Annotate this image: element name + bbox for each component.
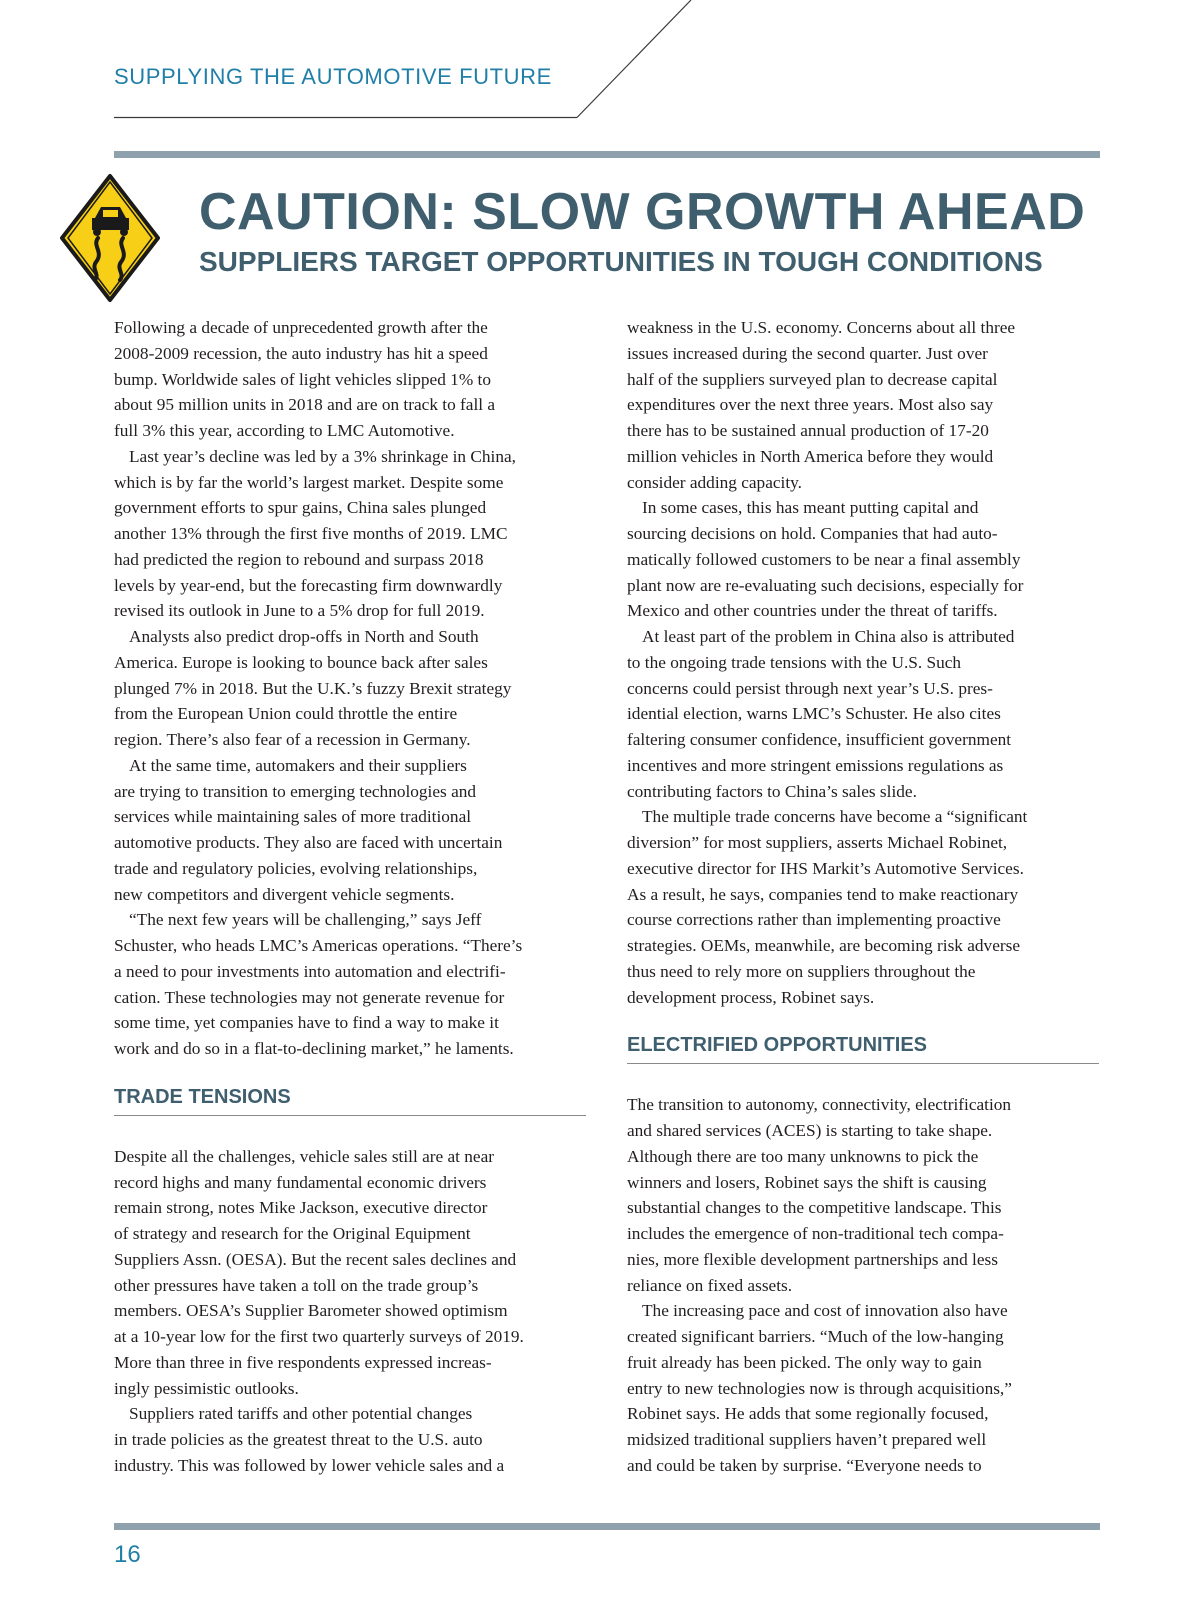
text-line: which is by far the world’s largest market. Despite some — [114, 472, 504, 492]
text-line: bump. Worldwide sales of light vehicles slipped 1% to — [114, 369, 491, 389]
body-paragraph — [114, 907, 590, 1062]
text-line: executive director for IHS Markit’s Automotive Services. — [627, 858, 1024, 878]
text-line: remain strong, notes Mike Jackson, executive director — [114, 1198, 488, 1218]
text-line: contributing factors to China’s sales slide. — [627, 781, 917, 801]
text-line: strategies. OEMs, meanwhile, are becoming risk adverse — [627, 936, 1021, 955]
text-line: plunged 7% in 2018. But the U.K.’s fuzzy Brexit strategy — [114, 678, 512, 698]
text-line: consider adding capacity. — [627, 472, 802, 492]
body-paragraph — [627, 804, 1103, 1010]
text-line: As a result, he says, companies tend to make reactionary — [627, 884, 1019, 904]
text-line: a need to pour investments into automation and electrifi- — [114, 961, 506, 981]
section-heading-trade-tensions: TRADE TENSIONS — [114, 1086, 586, 1116]
text-line: At least part of the problem in China also is attributed — [642, 627, 1015, 646]
body-paragraph — [627, 315, 1103, 495]
text-line: issues increased during the second quarter. Just over — [627, 343, 988, 363]
text-line: Suppliers Assn. (OESA). But the recent sales declines and — [114, 1249, 517, 1269]
page-number: 16 — [114, 1541, 141, 1568]
text-line: The multiple trade concerns have become a “significant — [642, 807, 1028, 827]
text-line: nies, more flexible development partnerships and less — [627, 1249, 998, 1269]
text-line: million vehicles in North America before they would — [627, 446, 994, 466]
text-line: At the same time, automakers and their suppliers — [129, 755, 467, 775]
text-line: members. OESA’s Supplier Barometer showed optimism — [114, 1301, 508, 1321]
text-line: services while maintaining sales of more traditional — [114, 807, 472, 827]
text-line: record highs and many fundamental economic drivers — [114, 1172, 487, 1192]
section-kicker: SUPPLYING THE AUTOMOTIVE FUTURE — [114, 64, 552, 89]
text-line: had predicted the region to rebound and surpass 2018 — [114, 549, 484, 569]
text-line: expenditures over the next three years. Most also say — [627, 395, 994, 415]
body-paragraph — [627, 1092, 1103, 1298]
text-line: work and do so in a flat-to-declining market,” he laments. — [114, 1039, 514, 1058]
text-line: other pressures have taken a toll on the trade group’s — [114, 1275, 479, 1295]
text-line: automotive products. They also are faced with uncertain — [114, 833, 503, 852]
text-line: ingly pessimistic outlooks. — [114, 1378, 299, 1398]
text-line: region. There’s also fear of a recession in Germany. — [114, 730, 471, 749]
body-paragraph — [627, 495, 1103, 624]
slippery-road-caution-sign-icon — [58, 172, 162, 304]
body-paragraph — [114, 444, 590, 624]
text-line: created significant barriers. “Much of the low-hanging — [627, 1327, 1004, 1346]
text-line: America. Europe is looking to bounce back after sales — [114, 652, 488, 672]
text-line: weakness in the U.S. economy. Concerns about all three — [627, 318, 1016, 337]
text-line: Last year’s decline was led by a 3% shrinkage in China, — [129, 446, 516, 466]
text-line: in trade policies as the greatest threat to the U.S. auto — [114, 1430, 483, 1449]
text-line: substantial changes to the competitive landscape. This — [627, 1198, 1002, 1218]
text-line: at a 10-year low for the first two quarterly surveys of 2019. — [114, 1327, 524, 1346]
text-line: faltering consumer confidence, insufficient government — [627, 730, 1012, 749]
left-intro-paragraphs — [114, 315, 590, 1062]
text-line: and could be taken by surprise. “Everyone needs to — [627, 1455, 982, 1475]
right-continued-paragraphs — [627, 315, 1103, 1010]
text-line: and shared services (ACES) is starting to take shape. — [627, 1121, 993, 1140]
text-line: “The next few years will be challenging,” says Jeff — [129, 910, 482, 930]
bottom-rule — [114, 1523, 1100, 1530]
text-line: levels by year-end, but the forecasting firm downwardly — [114, 575, 503, 595]
text-line: Schuster, who heads LMC’s Americas operations. “There’s — [114, 936, 523, 955]
text-line: from the European Union could throttle the entire — [114, 704, 458, 724]
text-line: includes the emergence of non-traditional tech compa- — [627, 1224, 1004, 1243]
text-line: to the ongoing trade tensions with the U.S. Such — [627, 652, 962, 672]
text-line: trade and regulatory policies, evolving relationships, — [114, 858, 478, 878]
text-line: development process, Robinet says. — [627, 987, 875, 1007]
text-line: sourcing decisions on hold. Companies that had auto- — [627, 524, 998, 543]
text-line: Mexico and other countries under the threat of tariffs. — [627, 601, 998, 621]
body-paragraph — [627, 624, 1103, 804]
left-column — [114, 315, 590, 1479]
text-line: matically followed customers to be near a final assembly — [627, 549, 1021, 569]
text-line: The increasing pace and cost of innovation also have — [642, 1301, 1008, 1321]
text-line: The transition to autonomy, connectivity, electrification — [627, 1095, 1012, 1115]
text-line: entry to new technologies now is through acquisitions,” — [627, 1378, 1012, 1398]
text-line: of strategy and research for the Original Equipment — [114, 1224, 471, 1243]
section-heading-electrified-opportunities: ELECTRIFIED OPPORTUNITIES — [627, 1034, 1099, 1064]
body-paragraph — [114, 1144, 590, 1402]
body-paragraph — [114, 315, 590, 444]
text-line: Suppliers rated tariffs and other potential changes — [129, 1404, 473, 1424]
text-line: Despite all the challenges, vehicle sales still are at near — [114, 1146, 495, 1166]
text-line: plant now are re-evaluating such decisions, especially for — [627, 575, 1024, 595]
text-line: industry. This was followed by lower vehicle sales and a — [114, 1455, 505, 1475]
text-line: government efforts to spur gains, China sales plunged — [114, 498, 487, 518]
body-paragraph — [627, 1298, 1103, 1478]
text-line: full 3% this year, according to LMC Automotive. — [114, 421, 455, 440]
text-line: another 13% through the first five months of 2019. LMC — [114, 524, 508, 543]
text-line: Following a decade of unprecedented growth after the — [114, 318, 488, 337]
body-paragraph — [114, 624, 590, 753]
text-line: there has to be sustained annual production of 17-20 — [627, 421, 989, 440]
text-line: winners and losers, Robinet says the shift is causing — [627, 1172, 987, 1192]
text-line: idential election, warns LMC’s Schuster. He also cites — [627, 704, 1001, 724]
text-line: More than three in five respondents expressed increas- — [114, 1352, 492, 1372]
text-line: fruit already has been picked. The only way to gain — [627, 1352, 982, 1372]
trade-tensions-paragraphs — [114, 1144, 590, 1479]
text-line: about 95 million units in 2018 and are on track to fall a — [114, 395, 496, 415]
text-line: Although there are too many unknowns to pick the — [627, 1146, 979, 1166]
article-subheadline: SUPPLIERS TARGET OPPORTUNITIES IN TOUGH CONDITIONS — [199, 246, 1043, 277]
text-line: revised its outlook in June to a 5% drop for full 2019. — [114, 601, 485, 621]
text-line: some time, yet companies have to find a way to make it — [114, 1013, 499, 1033]
body-paragraph — [114, 753, 590, 908]
text-line: half of the suppliers surveyed plan to decrease capital — [627, 369, 998, 389]
text-line: course corrections rather than implementing proactive — [627, 910, 1001, 930]
text-line: Robinet says. He adds that some regionally focused, — [627, 1404, 989, 1424]
text-line: Analysts also predict drop-offs in North and South — [129, 627, 479, 646]
text-line: 2008-2009 recession, the auto industry has hit a speed — [114, 343, 488, 363]
body-paragraph — [114, 1401, 590, 1478]
text-line: incentives and more stringent emissions regulations as — [627, 755, 1004, 775]
text-line: are trying to transition to emerging technologies and — [114, 781, 477, 801]
text-line: thus need to rely more on suppliers throughout the — [627, 961, 976, 981]
electrified-opportunities-paragraphs — [627, 1092, 1103, 1478]
text-line: diversion” for most suppliers, asserts Michael Robinet, — [627, 833, 1008, 852]
text-line: midsized traditional suppliers haven’t prepared well — [627, 1430, 987, 1449]
article-headline: CAUTION: SLOW GROWTH AHEAD — [199, 183, 1086, 241]
text-line: In some cases, this has meant putting capital and — [642, 498, 979, 518]
text-line: concerns could persist through next year’s U.S. pres- — [627, 678, 993, 698]
text-line: new competitors and divergent vehicle segments. — [114, 884, 455, 904]
right-column — [627, 315, 1103, 1479]
text-line: cation. These technologies may not generate revenue for — [114, 987, 505, 1007]
text-line: reliance on fixed assets. — [627, 1275, 793, 1295]
top-rule — [114, 151, 1100, 158]
